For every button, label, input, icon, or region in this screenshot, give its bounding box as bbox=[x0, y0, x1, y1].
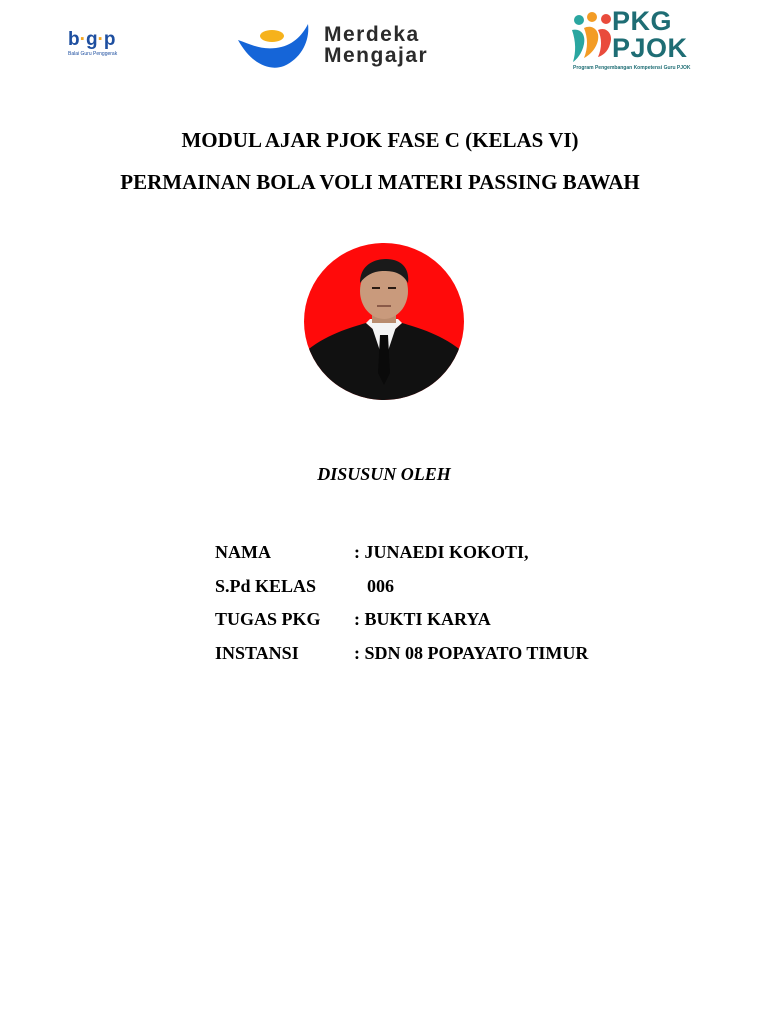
info-label: INSTANSI bbox=[215, 642, 299, 663]
info-value: : SDN 08 POPAYATO TIMUR bbox=[354, 642, 589, 663]
author-photo bbox=[304, 243, 464, 400]
info-value: 006 bbox=[367, 575, 394, 596]
info-value: : JUNAEDI KOKOTI, bbox=[354, 542, 529, 562]
merdeka-mengajar-wordmark: Merdeka Mengajar bbox=[324, 23, 429, 67]
document-subtitle: PERMAINAN BOLA VOLI MATERI PASSING BAWAH bbox=[120, 170, 640, 194]
merdeka-mengajar-icon bbox=[236, 22, 312, 70]
pkg-pjok-wordmark: PKG PJOK bbox=[612, 6, 688, 63]
pkg-pjok-logo bbox=[570, 8, 730, 74]
info-label: TUGAS PKG bbox=[215, 609, 321, 629]
bgp-logo bbox=[68, 30, 146, 60]
bgp-logo-tagline: Balai Guru Penggerak bbox=[68, 51, 118, 57]
author-portrait-image bbox=[304, 243, 464, 400]
info-label: S.Pd KELAS bbox=[215, 575, 317, 596]
byline: DISUSUN OLEH bbox=[317, 464, 451, 484]
bgp-logo-mark: b·g·p bbox=[68, 29, 116, 50]
pkg-people-icon bbox=[570, 10, 614, 64]
document-title: MODUL AJAR PJOK FASE C (KELAS VI) bbox=[181, 128, 579, 152]
info-value: : BUKTI KARYA bbox=[354, 609, 491, 629]
info-label: NAMA bbox=[215, 542, 271, 562]
pkg-pjok-caption: Program Pengembangan Kompetensi Guru PJOK bbox=[573, 65, 691, 71]
merdeka-mengajar-logo bbox=[236, 20, 506, 72]
